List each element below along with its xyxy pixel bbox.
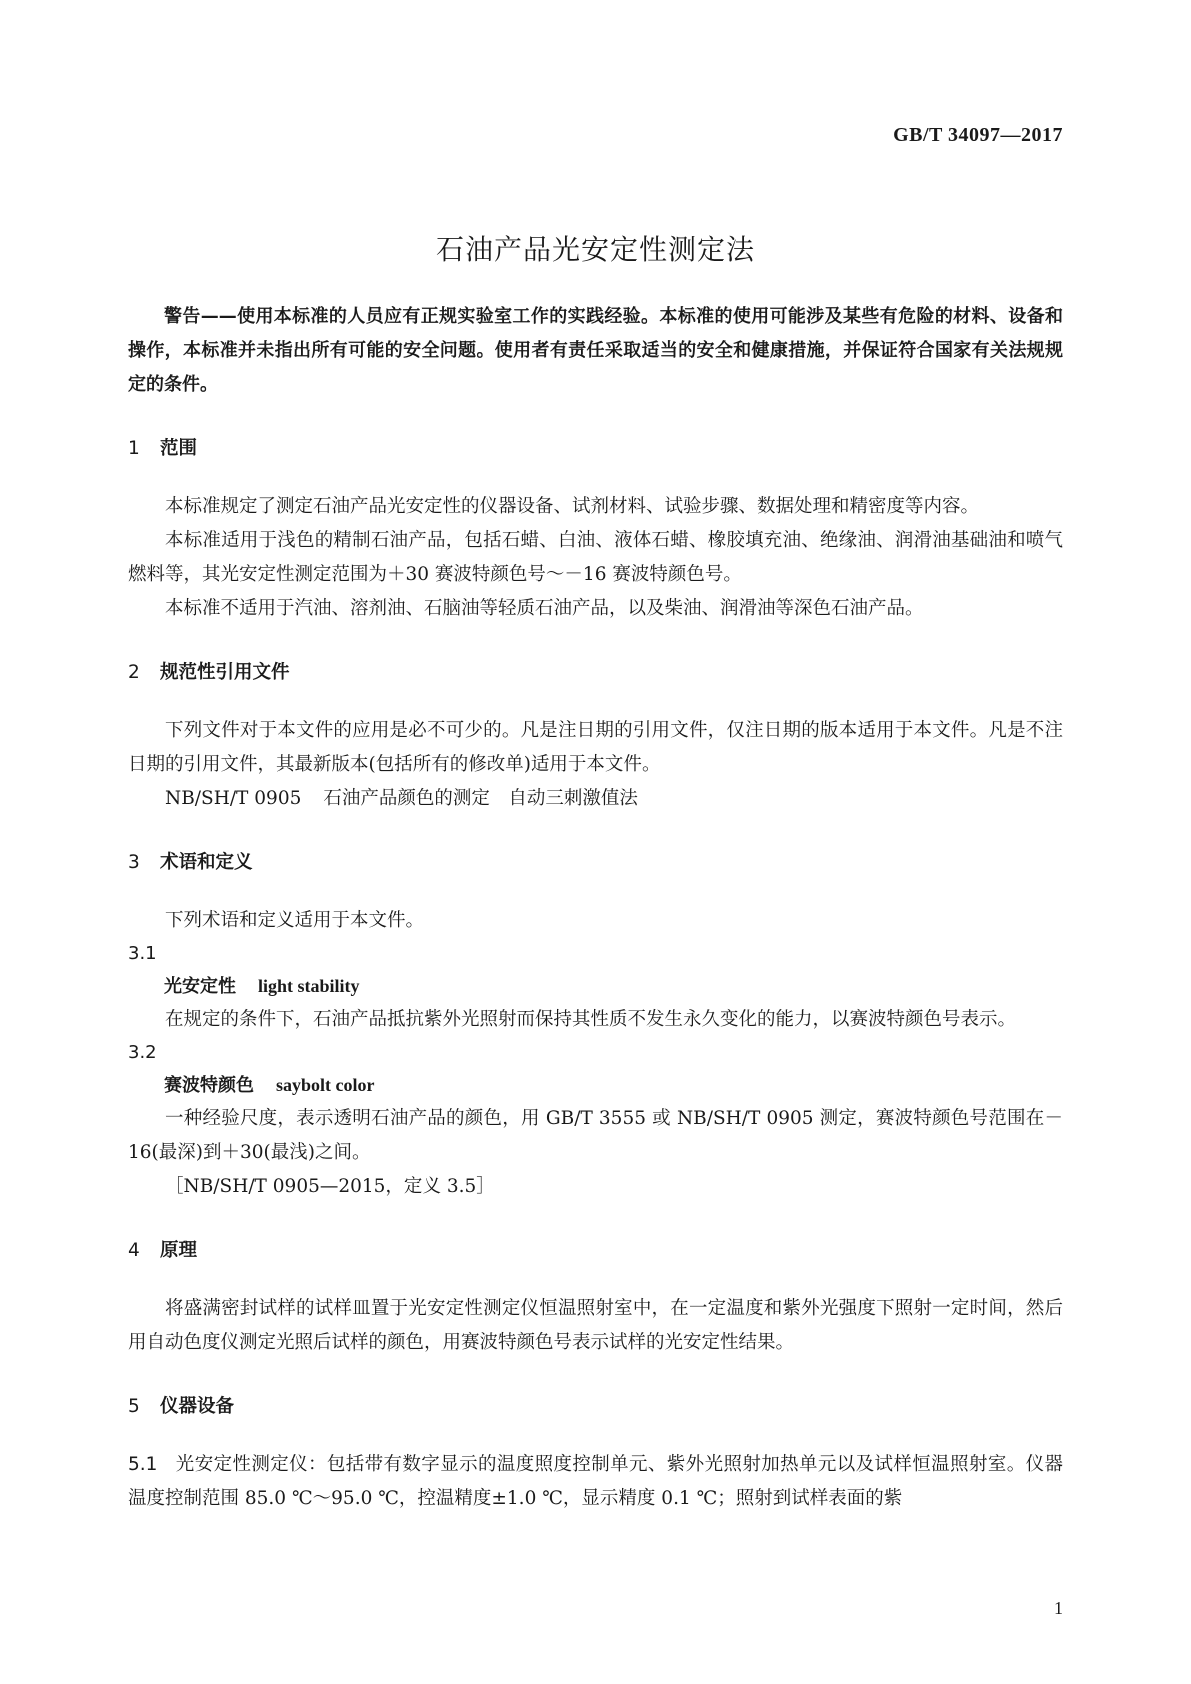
term-definition: 在规定的条件下，石油产品抵抗紫外光照射而保持其性质不发生永久变化的能力，以赛波特颜色号表示。 <box>165 1009 1017 1030</box>
term-name-en: saybolt color <box>276 1075 375 1095</box>
section-heading-principle <box>128 1234 1063 1268</box>
term-name <box>128 1069 1063 1102</box>
paragraph: 本标准不适用于汽油、溶剂油、石脑油等轻质石油产品，以及柴油、润滑油等深色石油产品。 <box>165 598 924 619</box>
document-body <box>128 300 1063 1516</box>
section-number: 1 <box>128 438 140 459</box>
term-number: 3.2 <box>128 1042 157 1063</box>
term-name-en: light stability <box>258 976 360 996</box>
normative-reference <box>128 782 1063 816</box>
clause-5-1 <box>128 1448 1063 1516</box>
page-number: 1 <box>1054 1598 1063 1618</box>
paragraph: 下列术语和定义适用于本文件。 <box>165 910 425 931</box>
section-title: 范围 <box>160 438 198 459</box>
warning-paragraph: 警告——使用本标准的人员应有正规实验室工作的实践经验。本标准的使用可能涉及某些有危险的材料、设备和操作，本标准并未指出所有可能的安全问题。使用者有责任采取适当的安全和健康措施，并保证符合国家有关法规规定的条件。 <box>128 306 1063 395</box>
reference-title: 石油产品颜色的测定 自动三刺激值法 <box>323 788 638 809</box>
term-name-zh: 光安定性 <box>164 976 236 997</box>
paragraph: 下列文件对于本文件的应用是必不可少的。凡是注日期的引用文件，仅注日期的版本适用于本文件。凡是不注日期的引用文件，其最新版本(包括所有的修改单)适用于本文件。 <box>128 720 1063 775</box>
paragraph: 将盛满密封试样的试样皿置于光安定性测定仪恒温照射室中，在一定温度和紫外光强度下照射一定时间，然后用自动色度仪测定光照后试样的颜色，用赛波特颜色号表示试样的光安定性结果。 <box>128 1298 1063 1353</box>
section-title: 术语和定义 <box>160 852 253 873</box>
term-name-zh: 赛波特颜色 <box>164 1075 254 1096</box>
section-heading-apparatus <box>128 1390 1063 1424</box>
term-number: 3.1 <box>128 943 157 964</box>
clause-number: 5.1 <box>128 1454 158 1475</box>
term-name <box>128 970 1063 1003</box>
term-definition: 一种经验尺度，表示透明石油产品的颜色，用 GB/T 3555 或 NB/SH/T 0905 测定，赛波特颜色号范围在－16(最深)到＋30(最浅)之间。 <box>128 1108 1063 1163</box>
section-title: 仪器设备 <box>160 1396 235 1417</box>
section-number: 2 <box>128 662 140 683</box>
document-title: 石油产品光安定性测定法 <box>435 233 755 266</box>
paragraph: 本标准适用于浅色的精制石油产品，包括石蜡、白油、液体石蜡、橡胶填充油、绝缘油、润滑油基础油和喷气燃料等，其光安定性测定范围为＋30 赛波特颜色号～－16 赛波特颜色号。 <box>128 530 1063 585</box>
section-number: 4 <box>128 1240 140 1261</box>
section-number: 3 <box>128 852 140 873</box>
clause-text: 光安定性测定仪：包括带有数字显示的温度照度控制单元、紫外光照射加热单元以及试样恒温照射室。仪器温度控制范围 85.0 ℃～95.0 ℃，控温精度±1.0 ℃，显示精度 0.1 ℃；照射到试样表面的紫 <box>128 1454 1063 1509</box>
section-number: 5 <box>128 1396 140 1417</box>
section-title: 原理 <box>160 1240 198 1261</box>
paragraph: 本标准规定了测定石油产品光安定性的仪器设备、试剂材料、试验步骤、数据处理和精密度等内容。 <box>165 496 980 517</box>
reference-code: NB/SH/T 0905 <box>165 788 302 809</box>
section-heading-normative-references <box>128 656 1063 690</box>
standard-code: GB/T 34097—2017 <box>893 124 1063 146</box>
section-heading-terms <box>128 846 1063 880</box>
term-source: ［NB/SH/T 0905—2015，定义 3.5］ <box>165 1176 495 1197</box>
section-heading-scope <box>128 432 1063 466</box>
section-title: 规范性引用文件 <box>160 662 290 683</box>
